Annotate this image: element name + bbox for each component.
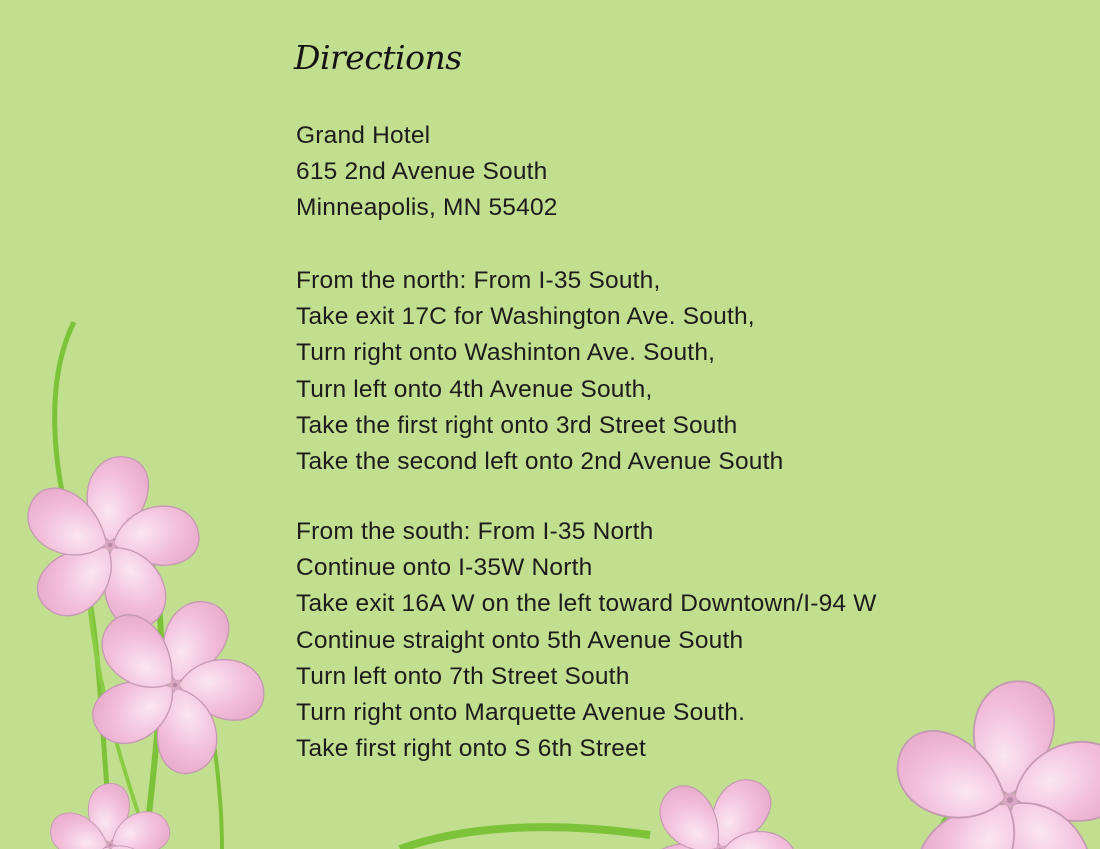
south-directions	[296, 514, 877, 767]
address-line: 615 2nd Avenue South	[296, 158, 548, 186]
direction-line: Continue straight onto 5th Avenue South	[296, 626, 744, 654]
direction-line: Take first right onto S 6th Street	[296, 735, 646, 763]
direction-line: Take the second left onto 2nd Avenue South	[296, 447, 784, 475]
direction-line: Take the first right onto 3rd Street South	[296, 411, 738, 439]
address-line: Minneapolis, MN 55402	[296, 194, 558, 222]
north-directions	[296, 263, 783, 480]
direction-line: Turn right onto Washinton Ave. South,	[296, 339, 716, 367]
stem	[400, 827, 650, 849]
address-line: Grand Hotel	[296, 122, 431, 149]
direction-line: Turn left onto 4th Avenue South,	[296, 375, 653, 403]
direction-line: Take exit 16A W on the left toward Downtown/I-94 W	[296, 590, 877, 618]
hotel-address	[296, 118, 558, 227]
flower	[879, 672, 1100, 849]
direction-line: Turn right onto Marquette Avenue South.	[296, 698, 746, 726]
direction-line: Continue onto I-35W North	[296, 554, 593, 582]
direction-line: From the south: From I-35 North	[296, 518, 654, 545]
flower	[63, 576, 291, 800]
page-title: Directions	[294, 38, 462, 77]
flower	[38, 774, 187, 849]
direction-line: From the north: From I-35 South,	[296, 267, 661, 294]
direction-line: Take exit 17C for Washington Ave. South,	[296, 303, 755, 331]
direction-line: Turn left onto 7th Street South	[296, 662, 630, 690]
